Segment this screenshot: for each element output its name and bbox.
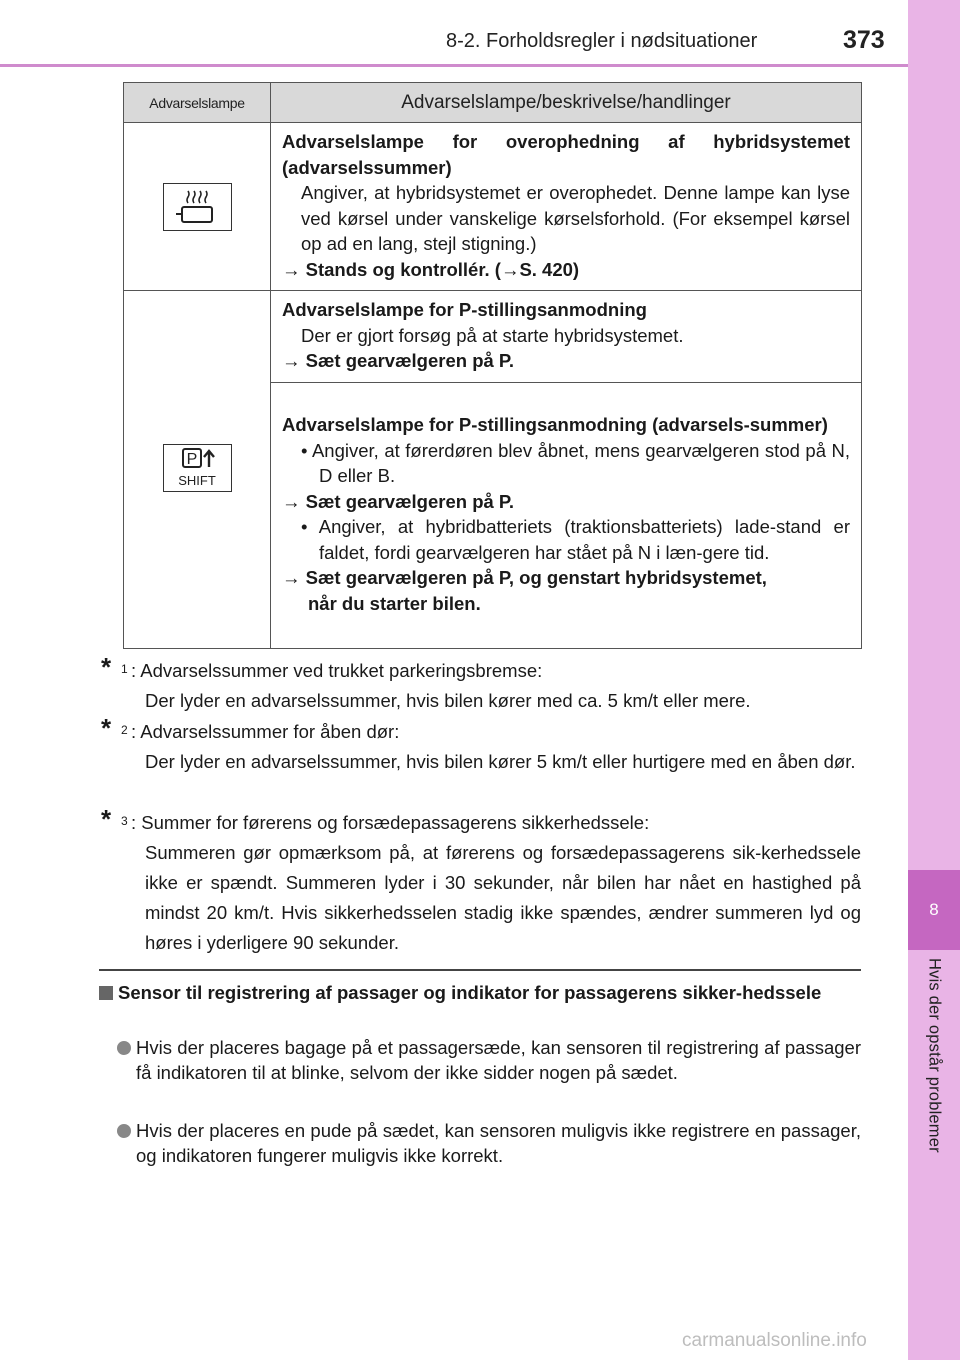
footnote-title: : Summer for førerens og forsædepassagerens sikkerhedssele: [131, 812, 650, 833]
square-bullet-icon [99, 986, 113, 1000]
footnote-1 [101, 652, 861, 716]
lamp-title: Advarselslampe for P-stillingsanmodning [282, 299, 647, 320]
circle-bullet-icon [117, 1041, 131, 1055]
lamp-action: → Sæt gearvælgeren på P. [282, 490, 515, 512]
footnote-text: Summeren gør opmærksom på, at førerens og forsædepassagerens sik-kerhedssele ikke er spændt. Summeren lyder i 30 sekunder, når bilen har nået en hastighed på mindst 20 km/t. Hvis sikkerhedsselen stadig ikke spændes, ændrer summeren lyd og høres i yderligere 90 sekunder. [145, 842, 861, 953]
section-heading-text: Sensor til registrering af passager og indikator for passagerens sikker-hedssele [118, 982, 822, 1003]
chapter-number: 8 [929, 900, 939, 919]
section-divider [99, 969, 861, 971]
lamp-action: → Sæt gearvælgeren på P. [282, 350, 515, 371]
lamp-description: Angiver, at hybridsystemet er overophedet. Denne lampe kan lyse ved kørsel under vanskelige kørselsforhold. (For eksempel kørsel op ad en lang, stejl stigning.) [301, 182, 850, 254]
footnote-number: 3 [121, 814, 128, 828]
hybrid-system-overheat-icon [163, 183, 232, 231]
page-number: 373 [843, 26, 885, 54]
watermark: carmanualsonline.info [682, 1330, 867, 1351]
lamp-description: • Angiver, at førerdøren blev åbnet, mens gearvælgeren stod på N, D eller B. [301, 439, 850, 486]
list-item-text: Hvis der placeres bagage på et passagersæde, kan sensoren til registrering af passager få indikatoren til at blinke, selvom der ikke sidder nogen på sædet. [136, 1037, 861, 1083]
lamp-action: → Stands og kontrollér. (→S. 420) [282, 258, 580, 280]
footnote-text: Der lyder en advarselssummer, hvis bilen kører 5 km/t eller hurtigere med en åben dør. [145, 751, 856, 772]
footnote-number: 2 [121, 723, 128, 737]
table-header-row [124, 83, 862, 123]
list-item [117, 1118, 861, 1168]
footnote-title: : Advarselssummer for åben dør: [131, 721, 400, 742]
chapter-title: Hvis der opstår problemer [925, 958, 944, 1153]
footnote-star: * [101, 652, 112, 682]
table-header-description: Advarselslampe/beskrivelse/handlinger [271, 83, 862, 123]
lamp-description: • Angiver, at hybridbatteriets (traktionsbatteriets) lade-stand er faldet, fordi gearvælgeren har stået på N i læn-gere tid. [301, 516, 850, 563]
lamp-title: Advarselslampe for P-stillingsanmodning (advarsels-summer) [282, 414, 828, 435]
chapter-number-tab[interactable] [908, 870, 960, 950]
footnote-star: * [101, 713, 112, 743]
list-item [117, 1035, 861, 1085]
description-cell [271, 123, 862, 291]
svg-text:P: P [186, 451, 198, 469]
side-tab-label [908, 958, 960, 1218]
footnote-2 [101, 713, 861, 777]
warning-light-table [123, 82, 862, 649]
footnote-3 [101, 804, 861, 958]
list-item-text: Hvis der placeres en pude på sædet, kan sensoren muligvis ikke registrere en passager, og indikatoren fungerer muligvis ikke korrekt. [136, 1120, 861, 1166]
section-heading [99, 980, 861, 1006]
circle-bullet-icon [117, 1124, 131, 1138]
p-shift-icon [163, 444, 232, 492]
footnote-number: 1 [121, 662, 128, 676]
lamp-action: → Sæt gearvælgeren på P, og genstart hybridsystemet, [282, 567, 767, 588]
lamp-action-continued: når du starter bilen. [308, 592, 481, 614]
description-cell [271, 291, 862, 383]
footnote-star: * [101, 804, 112, 834]
header-rule [0, 64, 908, 67]
svg-text:SHIFT: SHIFT [178, 473, 216, 489]
table-row [124, 291, 862, 383]
lamp-description: Der er gjort forsøg på at starte hybridsystemet. [301, 324, 684, 346]
footnote-title: : Advarselssummer ved trukket parkeringsbremse: [131, 660, 543, 681]
description-cell [271, 382, 862, 648]
icon-cell [124, 123, 271, 291]
icon-cell [124, 291, 271, 649]
lamp-title: Advarselslampe for overophedning af hybridsystemet (advarselssummer) [282, 131, 850, 178]
table-header-lamp: Advarselslampe [124, 83, 271, 123]
table-row [124, 123, 862, 291]
footnote-text: Der lyder en advarselssummer, hvis bilen kører med ca. 5 km/t eller mere. [145, 690, 751, 711]
page-header-title: 8-2. Forholdsregler i nødsituationer [446, 30, 758, 52]
